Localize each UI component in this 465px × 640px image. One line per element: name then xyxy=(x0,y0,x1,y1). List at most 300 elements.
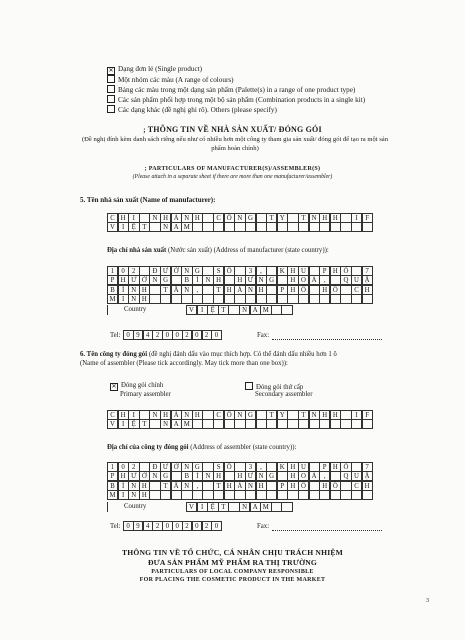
manufacturer-address-cell[interactable]: Ì xyxy=(192,275,203,285)
assembler-name-cell[interactable]: I xyxy=(118,419,129,429)
manufacturer-address-cell[interactable]: T xyxy=(213,285,224,295)
manufacturer-address-cell[interactable]: H xyxy=(139,294,150,304)
manufacturer-name-cell[interactable]: F xyxy=(362,213,373,223)
assembler-address-cell[interactable]: N xyxy=(128,490,139,500)
manufacturer-name-cell[interactable]: V xyxy=(107,222,118,232)
assembler-name-cell[interactable]: I xyxy=(128,410,139,420)
manufacturer-address-cell[interactable]: Đ xyxy=(149,266,160,276)
manufacturer-address-cell[interactable]: N xyxy=(128,285,139,295)
manufacturer-country-cell[interactable] xyxy=(281,305,292,315)
assembler-address-cell[interactable]: U xyxy=(298,462,309,472)
manufacturer-address-cell[interactable]: O xyxy=(298,275,309,285)
manufacturer-address-cell[interactable]: Ố xyxy=(340,266,351,276)
manufacturer-address-cell[interactable]: 0 xyxy=(118,266,129,276)
assembler-address-cell[interactable]: H xyxy=(213,471,224,481)
manufacturer-tel-cell[interactable]: 0 xyxy=(162,330,173,340)
assembler-address-cell[interactable] xyxy=(224,490,235,500)
manufacturer-address-cell[interactable]: T xyxy=(160,285,171,295)
assembler-name-cell[interactable]: T xyxy=(139,419,150,429)
manufacturer-address-cell[interactable]: S xyxy=(213,266,224,276)
manufacturer-country-cell[interactable]: N xyxy=(239,305,250,315)
manufacturer-name-cell[interactable] xyxy=(224,222,235,232)
assembler-address-cell[interactable]: G xyxy=(266,471,277,481)
manufacturer-name-cell[interactable]: Y xyxy=(277,213,288,223)
manufacturer-address-cell[interactable]: G xyxy=(192,266,203,276)
manufacturer-country-cell[interactable] xyxy=(228,305,239,315)
manufacturer-address-cell[interactable] xyxy=(245,294,256,304)
assembler-address-cell[interactable]: P xyxy=(107,471,118,481)
assembler-address-cell[interactable]: H xyxy=(139,481,150,491)
manufacturer-address-cell[interactable] xyxy=(319,294,330,304)
product-option[interactable] xyxy=(107,105,365,115)
manufacturer-country-cell[interactable]: M xyxy=(260,305,271,315)
manufacturer-country-cell[interactable] xyxy=(271,305,282,315)
assembler-address-cell[interactable]: , xyxy=(192,481,203,491)
manufacturer-name-cell[interactable]: I xyxy=(128,213,139,223)
manufacturer-name-cell[interactable]: Ô xyxy=(224,213,235,223)
assembler-country-cell[interactable] xyxy=(281,502,292,512)
product-option[interactable] xyxy=(107,95,365,105)
assembler-name-cell[interactable] xyxy=(256,419,267,429)
manufacturer-address-cell[interactable]: H xyxy=(287,275,298,285)
manufacturer-address-cell[interactable]: N xyxy=(202,275,213,285)
assembler-address-cell[interactable]: M xyxy=(107,490,118,500)
assembler-country-cell[interactable] xyxy=(271,502,282,512)
manufacturer-name-cell[interactable]: H xyxy=(319,213,330,223)
assembler-address-cell[interactable] xyxy=(202,490,213,500)
manufacturer-address-cell[interactable]: H xyxy=(319,285,330,295)
manufacturer-address-cell[interactable]: Ì xyxy=(118,285,129,295)
manufacturer-country-cell[interactable]: A xyxy=(250,305,261,315)
assembler-address-cell[interactable]: Ư xyxy=(245,471,256,481)
assembler-name-cell[interactable] xyxy=(309,419,320,429)
assembler-name-cell[interactable]: N xyxy=(309,410,320,420)
assembler-name-cell[interactable]: I xyxy=(351,410,362,420)
manufacturer-name-cell[interactable]: A xyxy=(171,222,182,232)
manufacturer-address-cell[interactable] xyxy=(213,294,224,304)
manufacturer-name-cell[interactable] xyxy=(149,222,160,232)
manufacturer-address-cell[interactable] xyxy=(234,294,245,304)
assembler-address-cell[interactable]: N xyxy=(181,481,192,491)
assembler-name-cell[interactable] xyxy=(266,419,277,429)
assembler-address-cell[interactable]: N xyxy=(202,471,213,481)
manufacturer-address-cell[interactable]: N xyxy=(181,266,192,276)
product-option[interactable] xyxy=(107,65,365,75)
assembler-name-cell[interactable] xyxy=(224,419,235,429)
assembler-address-cell[interactable]: K xyxy=(277,462,288,472)
manufacturer-name-cell[interactable] xyxy=(234,222,245,232)
manufacturer-name-cell[interactable]: H xyxy=(330,213,341,223)
assembler-name-cell[interactable] xyxy=(245,419,256,429)
assembler-tel-cell[interactable]: 0 xyxy=(172,521,183,531)
assembler-address-cell[interactable]: S xyxy=(213,462,224,472)
assembler-name-cell[interactable] xyxy=(234,419,245,429)
manufacturer-tel-cell[interactable]: 2 xyxy=(182,330,193,340)
assembler-address-cell[interactable]: H xyxy=(139,490,150,500)
assembler-name-cell[interactable] xyxy=(277,419,288,429)
assembler-address-cell[interactable] xyxy=(171,490,182,500)
assembler-address-cell[interactable]: 3 xyxy=(245,462,256,472)
assembler-address-cell[interactable]: Ố xyxy=(224,462,235,472)
manufacturer-name-cell[interactable]: H xyxy=(192,213,203,223)
manufacturer-address-cell[interactable]: B xyxy=(181,275,192,285)
assembler-address-cell[interactable]: H xyxy=(330,462,341,472)
manufacturer-address-cell[interactable]: P xyxy=(107,275,118,285)
manufacturer-name-cell[interactable] xyxy=(245,222,256,232)
manufacturer-address-cell[interactable]: P xyxy=(319,266,330,276)
assembler-name-cell[interactable] xyxy=(340,419,351,429)
manufacturer-address-cell[interactable]: Ậ xyxy=(362,275,373,285)
assembler-address-cell[interactable]: H xyxy=(256,481,267,491)
manufacturer-name-cell[interactable]: N xyxy=(234,213,245,223)
assembler-name-cell[interactable] xyxy=(149,419,160,429)
assembler-name-cell[interactable]: Ô xyxy=(224,410,235,420)
assembler-name-cell[interactable]: Á xyxy=(171,410,182,420)
manufacturer-address-cell[interactable] xyxy=(309,294,320,304)
assembler-name-cell[interactable] xyxy=(287,419,298,429)
manufacturer-address-cell[interactable] xyxy=(340,294,351,304)
assembler-address-cell[interactable]: N xyxy=(149,471,160,481)
assembler-name-cell[interactable] xyxy=(213,419,224,429)
manufacturer-address-cell[interactable]: M xyxy=(107,294,118,304)
assembler-address-cell[interactable]: B xyxy=(107,481,118,491)
manufacturer-address-cell[interactable]: Ờ xyxy=(171,266,182,276)
manufacturer-address-cell[interactable]: K xyxy=(277,266,288,276)
assembler-address-cell[interactable]: Ư xyxy=(128,471,139,481)
assembler-address-cell[interactable] xyxy=(181,490,192,500)
manufacturer-address-cell[interactable]: 7 xyxy=(362,266,373,276)
assembler-address-cell[interactable]: Â xyxy=(171,481,182,491)
manufacturer-name-cell[interactable]: C xyxy=(107,213,118,223)
manufacturer-address-cell[interactable]: , xyxy=(192,285,203,295)
manufacturer-address-cell[interactable]: H xyxy=(287,266,298,276)
assembler-tel-cell[interactable]: 2 xyxy=(202,521,213,531)
assembler-address-cell[interactable] xyxy=(149,490,160,500)
assembler-address-cell[interactable]: N xyxy=(245,481,256,491)
manufacturer-address-cell[interactable] xyxy=(149,294,160,304)
manufacturer-address-cell[interactable]: H xyxy=(139,285,150,295)
assembler-fax-line[interactable] xyxy=(272,530,382,531)
assembler-tel-cell[interactable]: 0 xyxy=(162,521,173,531)
manufacturer-address-cell[interactable]: À xyxy=(234,285,245,295)
assembler-address-cell[interactable]: Ờ xyxy=(139,471,150,481)
manufacturer-tel-cell[interactable]: 0 xyxy=(172,330,183,340)
manufacturer-address-cell[interactable]: N xyxy=(128,294,139,304)
manufacturer-address-cell[interactable] xyxy=(202,294,213,304)
assembler-address-cell[interactable]: H xyxy=(118,471,129,481)
assembler-tel-cell[interactable]: 2 xyxy=(182,521,193,531)
manufacturer-address-cell[interactable] xyxy=(224,294,235,304)
manufacturer-address-cell[interactable]: Ồ xyxy=(330,285,341,295)
manufacturer-address-cell[interactable]: Ố xyxy=(224,266,235,276)
assembler-name-cell[interactable] xyxy=(330,419,341,429)
manufacturer-name-cell[interactable] xyxy=(362,222,373,232)
assembler-name-cell[interactable] xyxy=(192,419,203,429)
assembler-address-cell[interactable]: Ờ xyxy=(171,462,182,472)
manufacturer-name-cell[interactable] xyxy=(202,222,213,232)
manufacturer-address-cell[interactable]: H xyxy=(287,285,298,295)
assembler-tel-cell[interactable]: 0 xyxy=(192,521,203,531)
manufacturer-address-cell[interactable]: Ư xyxy=(128,275,139,285)
manufacturer-name-cell[interactable]: I xyxy=(118,222,129,232)
assembler-address-cell[interactable]: Ố xyxy=(298,481,309,491)
secondary-assembler-checkbox[interactable] xyxy=(245,382,253,390)
assembler-address-cell[interactable]: Ư xyxy=(160,462,171,472)
assembler-address-cell[interactable] xyxy=(256,490,267,500)
primary-assembler-option[interactable]: ✕ Đóng gói chính xyxy=(111,382,164,390)
manufacturer-address-cell[interactable]: H xyxy=(362,285,373,295)
manufacturer-address-cell[interactable]: 1 xyxy=(107,266,118,276)
assembler-address-cell[interactable] xyxy=(309,490,320,500)
product-option[interactable] xyxy=(107,75,365,85)
manufacturer-address-cell[interactable]: Ờ xyxy=(139,275,150,285)
secondary-assembler-option[interactable]: Đóng gói thứ cấp xyxy=(245,382,303,391)
manufacturer-address-cell[interactable] xyxy=(266,294,277,304)
manufacturer-address-cell[interactable] xyxy=(256,294,267,304)
assembler-address-cell[interactable] xyxy=(192,490,203,500)
manufacturer-name-cell[interactable]: G xyxy=(245,213,256,223)
manufacturer-address-cell[interactable]: H xyxy=(224,285,235,295)
assembler-address-cell[interactable] xyxy=(298,490,309,500)
manufacturer-address-cell[interactable]: Q xyxy=(340,275,351,285)
assembler-name-cell[interactable]: T xyxy=(266,410,277,420)
manufacturer-address-cell[interactable]: À xyxy=(309,275,320,285)
primary-assembler-checkbox[interactable]: ✕ xyxy=(111,384,117,390)
assembler-address-cell[interactable] xyxy=(362,490,373,500)
manufacturer-name-cell[interactable] xyxy=(192,222,203,232)
manufacturer-address-cell[interactable]: , xyxy=(256,266,267,276)
assembler-name-cell[interactable]: H xyxy=(330,410,341,420)
assembler-address-cell[interactable]: P xyxy=(319,462,330,472)
manufacturer-address-cell[interactable]: N xyxy=(256,275,267,285)
manufacturer-name-cell[interactable]: T xyxy=(266,213,277,223)
assembler-address-cell[interactable]: Ì xyxy=(118,481,129,491)
manufacturer-name-cell[interactable] xyxy=(309,222,320,232)
manufacturer-tel-cell[interactable]: 0 xyxy=(211,330,222,340)
assembler-address-cell[interactable]: À xyxy=(309,471,320,481)
manufacturer-address-cell[interactable]: B xyxy=(107,285,118,295)
assembler-address-cell[interactable]: 2 xyxy=(128,462,139,472)
assembler-country-cell[interactable]: M xyxy=(260,502,271,512)
assembler-address-cell[interactable]: N xyxy=(181,462,192,472)
assembler-address-cell[interactable]: H xyxy=(224,481,235,491)
manufacturer-address-cell[interactable]: G xyxy=(160,275,171,285)
manufacturer-name-cell[interactable]: N xyxy=(149,213,160,223)
assembler-tel-cell[interactable]: 2 xyxy=(152,521,163,531)
manufacturer-tel-cell[interactable]: 0 xyxy=(123,330,134,340)
assembler-address-cell[interactable]: Q xyxy=(340,471,351,481)
manufacturer-address-cell[interactable]: 2 xyxy=(128,266,139,276)
assembler-address-cell[interactable]: B xyxy=(181,471,192,481)
assembler-name-cell[interactable]: Ệ xyxy=(128,419,139,429)
manufacturer-name-cell[interactable]: N xyxy=(309,213,320,223)
assembler-address-cell[interactable]: H xyxy=(287,462,298,472)
product-option-checkbox[interactable] xyxy=(107,75,115,83)
manufacturer-address-cell[interactable]: N xyxy=(245,285,256,295)
manufacturer-address-cell[interactable] xyxy=(171,294,182,304)
assembler-address-cell[interactable]: P xyxy=(277,481,288,491)
manufacturer-name-cell[interactable]: T xyxy=(298,213,309,223)
assembler-country-cell[interactable]: N xyxy=(239,502,250,512)
manufacturer-name-cell[interactable] xyxy=(287,222,298,232)
assembler-address-cell[interactable]: 0 xyxy=(118,462,129,472)
assembler-name-cell[interactable]: H xyxy=(319,410,330,420)
assembler-country-cell[interactable]: I xyxy=(197,502,208,512)
manufacturer-name-cell[interactable]: N xyxy=(181,213,192,223)
assembler-address-cell[interactable]: Ậ xyxy=(362,471,373,481)
assembler-country-cell[interactable]: T xyxy=(218,502,229,512)
assembler-address-cell[interactable] xyxy=(213,490,224,500)
assembler-name-cell[interactable]: V xyxy=(107,419,118,429)
manufacturer-address-cell[interactable] xyxy=(362,294,373,304)
manufacturer-name-cell[interactable] xyxy=(256,222,267,232)
manufacturer-name-cell[interactable] xyxy=(266,222,277,232)
manufacturer-country-cell[interactable]: T xyxy=(218,305,229,315)
manufacturer-name-cell[interactable]: C xyxy=(213,213,224,223)
assembler-address-cell[interactable] xyxy=(245,490,256,500)
manufacturer-tel-cell[interactable]: 2 xyxy=(202,330,213,340)
assembler-address-cell[interactable]: Ồ xyxy=(330,481,341,491)
manufacturer-address-cell[interactable]: H xyxy=(234,275,245,285)
manufacturer-name-cell[interactable] xyxy=(351,222,362,232)
manufacturer-address-cell[interactable]: P xyxy=(277,285,288,295)
assembler-address-cell[interactable]: N xyxy=(256,471,267,481)
assembler-name-cell[interactable] xyxy=(298,419,309,429)
assembler-address-cell[interactable]: U xyxy=(351,471,362,481)
manufacturer-address-cell[interactable]: Â xyxy=(171,285,182,295)
assembler-tel-cell[interactable]: 0 xyxy=(211,521,222,531)
manufacturer-address-cell[interactable] xyxy=(192,294,203,304)
manufacturer-address-cell[interactable] xyxy=(160,294,171,304)
manufacturer-address-cell[interactable]: H xyxy=(330,266,341,276)
manufacturer-address-cell[interactable]: H xyxy=(213,275,224,285)
assembler-address-cell[interactable]: Đ xyxy=(149,462,160,472)
manufacturer-name-cell[interactable] xyxy=(277,222,288,232)
assembler-address-cell[interactable]: 1 xyxy=(107,462,118,472)
manufacturer-address-cell[interactable]: Ư xyxy=(160,266,171,276)
manufacturer-address-cell[interactable] xyxy=(181,294,192,304)
manufacturer-country-cell[interactable]: V xyxy=(186,305,197,315)
manufacturer-address-cell[interactable] xyxy=(298,294,309,304)
product-option-checkbox[interactable] xyxy=(107,95,115,103)
product-option-checkbox[interactable] xyxy=(107,85,115,93)
manufacturer-name-cell[interactable]: H xyxy=(160,213,171,223)
assembler-address-cell[interactable]: , xyxy=(319,471,330,481)
assembler-address-cell[interactable] xyxy=(330,490,341,500)
manufacturer-tel-cell[interactable]: 0 xyxy=(192,330,203,340)
assembler-address-cell[interactable]: Ì xyxy=(192,471,203,481)
manufacturer-country-cell[interactable]: Ệ xyxy=(207,305,218,315)
assembler-name-cell[interactable]: H xyxy=(192,410,203,420)
assembler-address-cell[interactable]: O xyxy=(298,471,309,481)
assembler-name-cell[interactable]: N xyxy=(149,410,160,420)
manufacturer-address-cell[interactable]: N xyxy=(181,285,192,295)
assembler-name-cell[interactable]: F xyxy=(362,410,373,420)
assembler-name-cell[interactable]: G xyxy=(245,410,256,420)
manufacturer-name-cell[interactable] xyxy=(330,222,341,232)
manufacturer-name-cell[interactable]: Ệ xyxy=(128,222,139,232)
assembler-name-cell[interactable] xyxy=(202,419,213,429)
manufacturer-address-cell[interactable]: H xyxy=(118,275,129,285)
assembler-name-cell[interactable]: N xyxy=(234,410,245,420)
manufacturer-name-cell[interactable]: T xyxy=(139,222,150,232)
assembler-name-cell[interactable]: H xyxy=(160,410,171,420)
assembler-country-cell[interactable]: V xyxy=(186,502,197,512)
assembler-tel-cell[interactable]: 9 xyxy=(133,521,144,531)
manufacturer-name-cell[interactable]: I xyxy=(351,213,362,223)
assembler-address-cell[interactable]: H xyxy=(287,471,298,481)
assembler-name-cell[interactable]: N xyxy=(160,419,171,429)
assembler-address-cell[interactable]: T xyxy=(160,481,171,491)
assembler-address-cell[interactable] xyxy=(160,490,171,500)
manufacturer-address-cell[interactable]: U xyxy=(351,275,362,285)
manufacturer-name-cell[interactable] xyxy=(213,222,224,232)
manufacturer-address-cell[interactable]: Ố xyxy=(298,285,309,295)
assembler-address-cell[interactable]: , xyxy=(256,462,267,472)
assembler-name-cell[interactable]: Y xyxy=(277,410,288,420)
manufacturer-tel-cell[interactable]: 9 xyxy=(133,330,144,340)
manufacturer-address-cell[interactable] xyxy=(330,294,341,304)
assembler-address-cell[interactable]: G xyxy=(160,471,171,481)
assembler-address-cell[interactable]: H xyxy=(234,471,245,481)
manufacturer-address-cell[interactable]: Ư xyxy=(245,275,256,285)
manufacturer-name-cell[interactable] xyxy=(319,222,330,232)
manufacturer-address-cell[interactable]: U xyxy=(298,266,309,276)
manufacturer-address-cell[interactable] xyxy=(287,294,298,304)
manufacturer-country-cell[interactable]: I xyxy=(197,305,208,315)
assembler-address-cell[interactable]: H xyxy=(319,481,330,491)
manufacturer-name-cell[interactable]: M xyxy=(181,222,192,232)
manufacturer-tel-cell[interactable]: 2 xyxy=(152,330,163,340)
assembler-name-cell[interactable]: A xyxy=(171,419,182,429)
assembler-address-cell[interactable]: N xyxy=(128,481,139,491)
assembler-name-cell[interactable]: N xyxy=(181,410,192,420)
assembler-address-cell[interactable] xyxy=(277,490,288,500)
assembler-address-cell[interactable] xyxy=(340,490,351,500)
assembler-address-cell[interactable] xyxy=(234,490,245,500)
assembler-address-cell[interactable]: H xyxy=(362,481,373,491)
assembler-address-cell[interactable] xyxy=(287,490,298,500)
assembler-name-cell[interactable] xyxy=(362,419,373,429)
manufacturer-address-cell[interactable]: G xyxy=(266,275,277,285)
assembler-name-cell[interactable]: C xyxy=(107,410,118,420)
manufacturer-address-cell[interactable]: I xyxy=(118,294,129,304)
manufacturer-tel-cell[interactable]: 4 xyxy=(143,330,154,340)
manufacturer-name-cell[interactable] xyxy=(340,222,351,232)
manufacturer-address-cell[interactable] xyxy=(277,294,288,304)
manufacturer-address-cell[interactable]: H xyxy=(256,285,267,295)
product-option-checkbox[interactable] xyxy=(107,105,115,113)
assembler-address-cell[interactable]: I xyxy=(118,490,129,500)
assembler-tel-cell[interactable]: 4 xyxy=(143,521,154,531)
manufacturer-address-cell[interactable]: C xyxy=(351,285,362,295)
assembler-name-cell[interactable]: C xyxy=(213,410,224,420)
assembler-address-cell[interactable] xyxy=(266,490,277,500)
manufacturer-name-cell[interactable]: Á xyxy=(171,213,182,223)
assembler-address-cell[interactable]: G xyxy=(192,462,203,472)
assembler-name-cell[interactable] xyxy=(319,419,330,429)
manufacturer-address-cell[interactable]: 3 xyxy=(245,266,256,276)
manufacturer-address-cell[interactable]: N xyxy=(149,275,160,285)
assembler-address-cell[interactable]: H xyxy=(287,481,298,491)
assembler-address-cell[interactable]: T xyxy=(213,481,224,491)
manufacturer-address-cell[interactable]: , xyxy=(319,275,330,285)
assembler-country-cell[interactable]: A xyxy=(250,502,261,512)
assembler-country-cell[interactable] xyxy=(228,502,239,512)
assembler-address-cell[interactable]: Ố xyxy=(340,462,351,472)
manufacturer-name-cell[interactable]: H xyxy=(118,213,129,223)
assembler-address-cell[interactable] xyxy=(319,490,330,500)
